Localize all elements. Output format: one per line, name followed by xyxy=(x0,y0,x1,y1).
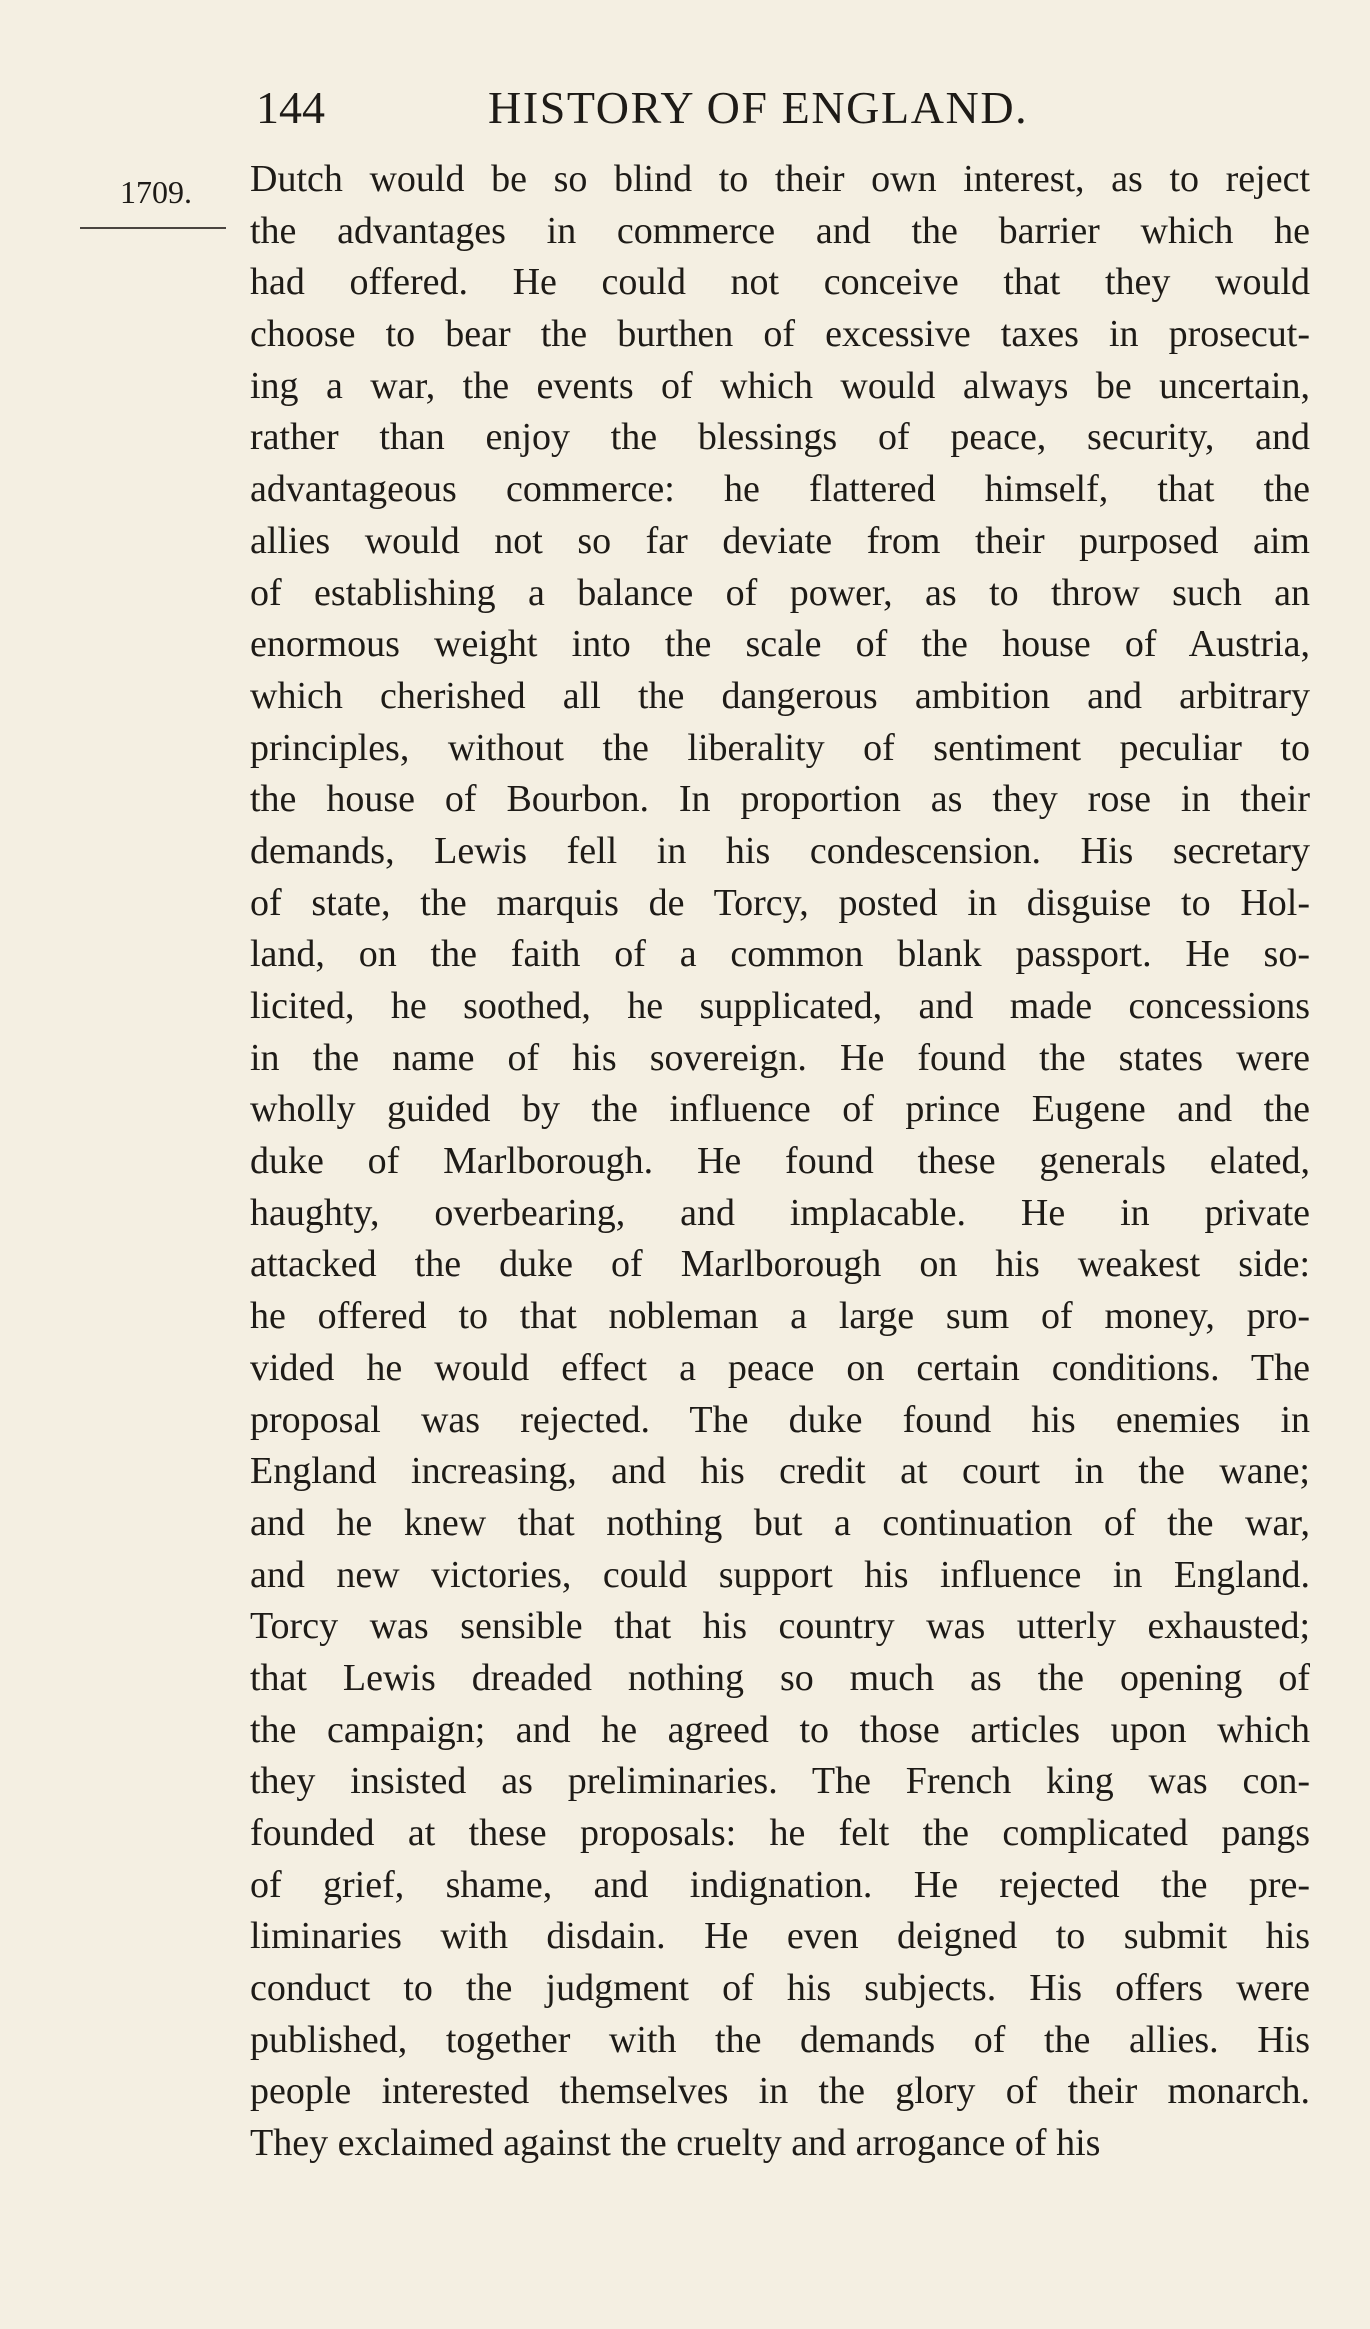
text-line: in the name of his sovereign. He found the states were xyxy=(250,1036,1310,1079)
running-head: HISTORY OF ENGLAND. xyxy=(488,82,1029,133)
text-line: people interested themselves in the glory of their monarch. xyxy=(250,2070,1310,2113)
text-line: duke of Marlborough. He found these generals elated, xyxy=(250,1140,1310,1183)
text-line: and new victories, could support his influence in England. xyxy=(250,1553,1310,1596)
text-line: proposal was rejected. The duke found his enemies in xyxy=(250,1398,1310,1441)
text-line: and he knew that nothing but a continuation of the war, xyxy=(250,1501,1310,1544)
text-line: allies would not so far deviate from their purposed aim xyxy=(250,519,1310,562)
text-line: choose to bear the burthen of excessive taxes in prosecut- xyxy=(250,313,1310,356)
text-line: had offered. He could not conceive that they would xyxy=(250,261,1310,304)
margin-rule xyxy=(80,227,226,229)
text-line: conduct to the judgment of his subjects. His offers were xyxy=(250,1967,1310,2010)
text-line: attacked the duke of Marlborough on his weakest side: xyxy=(250,1243,1310,1286)
text-line: licited, he soothed, he supplicated, and made concessions xyxy=(250,985,1310,1027)
text-line: of state, the marquis de Torcy, posted in disguise to Hol- xyxy=(250,881,1310,924)
text-line: vided he would effect a peace on certain conditions. The xyxy=(250,1346,1310,1389)
body-text xyxy=(250,154,1310,2170)
text-line: enormous weight into the scale of the house of Austria, xyxy=(250,623,1310,666)
text-line: principles, without the liberality of sentiment peculiar to xyxy=(250,726,1310,769)
page-header xyxy=(0,78,1370,138)
text-line: that Lewis dreaded nothing so much as the opening of xyxy=(250,1656,1310,1699)
text-line: the advantages in commerce and the barrier which he xyxy=(250,209,1310,252)
text-line: wholly guided by the influence of prince Eugene and the xyxy=(250,1088,1310,1131)
page-number: 144 xyxy=(256,82,325,133)
text-line: demands, Lewis fell in his condescension. His secretary xyxy=(250,829,1310,872)
text-line: which cherished all the dangerous ambition and arbitrary xyxy=(250,674,1310,717)
text-line: England increasing, and his credit at court in the wane; xyxy=(250,1450,1310,1493)
text-line: of establishing a balance of power, as to throw such an xyxy=(250,571,1310,614)
text-line: the campaign; and he agreed to those articles upon which xyxy=(250,1708,1310,1751)
text-line: ing a war, the events of which would always be uncertain, xyxy=(250,364,1310,407)
text-line: he offered to that nobleman a large sum of money, pro- xyxy=(250,1295,1310,1338)
text-line: advantageous commerce: he flattered himself, that the xyxy=(250,468,1310,511)
text-line: the house of Bourbon. In proportion as they rose in their xyxy=(250,778,1310,821)
text-line: They exclaimed against the cruelty and arrogance of his xyxy=(250,2122,1101,2165)
text-line: Dutch would be so blind to their own interest, as to reject xyxy=(250,158,1310,200)
margin-year: 1709. xyxy=(120,174,192,210)
text-line: haughty, overbearing, and implacable. He in private xyxy=(250,1191,1310,1234)
text-line: land, on the faith of a common blank passport. He so- xyxy=(250,933,1310,976)
text-line: published, together with the demands of the allies. His xyxy=(250,2018,1310,2061)
text-line: rather than enjoy the blessings of peace, security, and xyxy=(250,416,1310,459)
text-line: of grief, shame, and indignation. He rejected the pre- xyxy=(250,1863,1310,1906)
text-line: founded at these proposals: he felt the complicated pangs xyxy=(250,1812,1310,1854)
text-line: they insisted as preliminaries. The French king was con- xyxy=(250,1760,1310,1803)
text-line: liminaries with disdain. He even deigned to submit his xyxy=(250,1915,1310,1958)
text-line: Torcy was sensible that his country was utterly exhausted; xyxy=(250,1605,1310,1648)
